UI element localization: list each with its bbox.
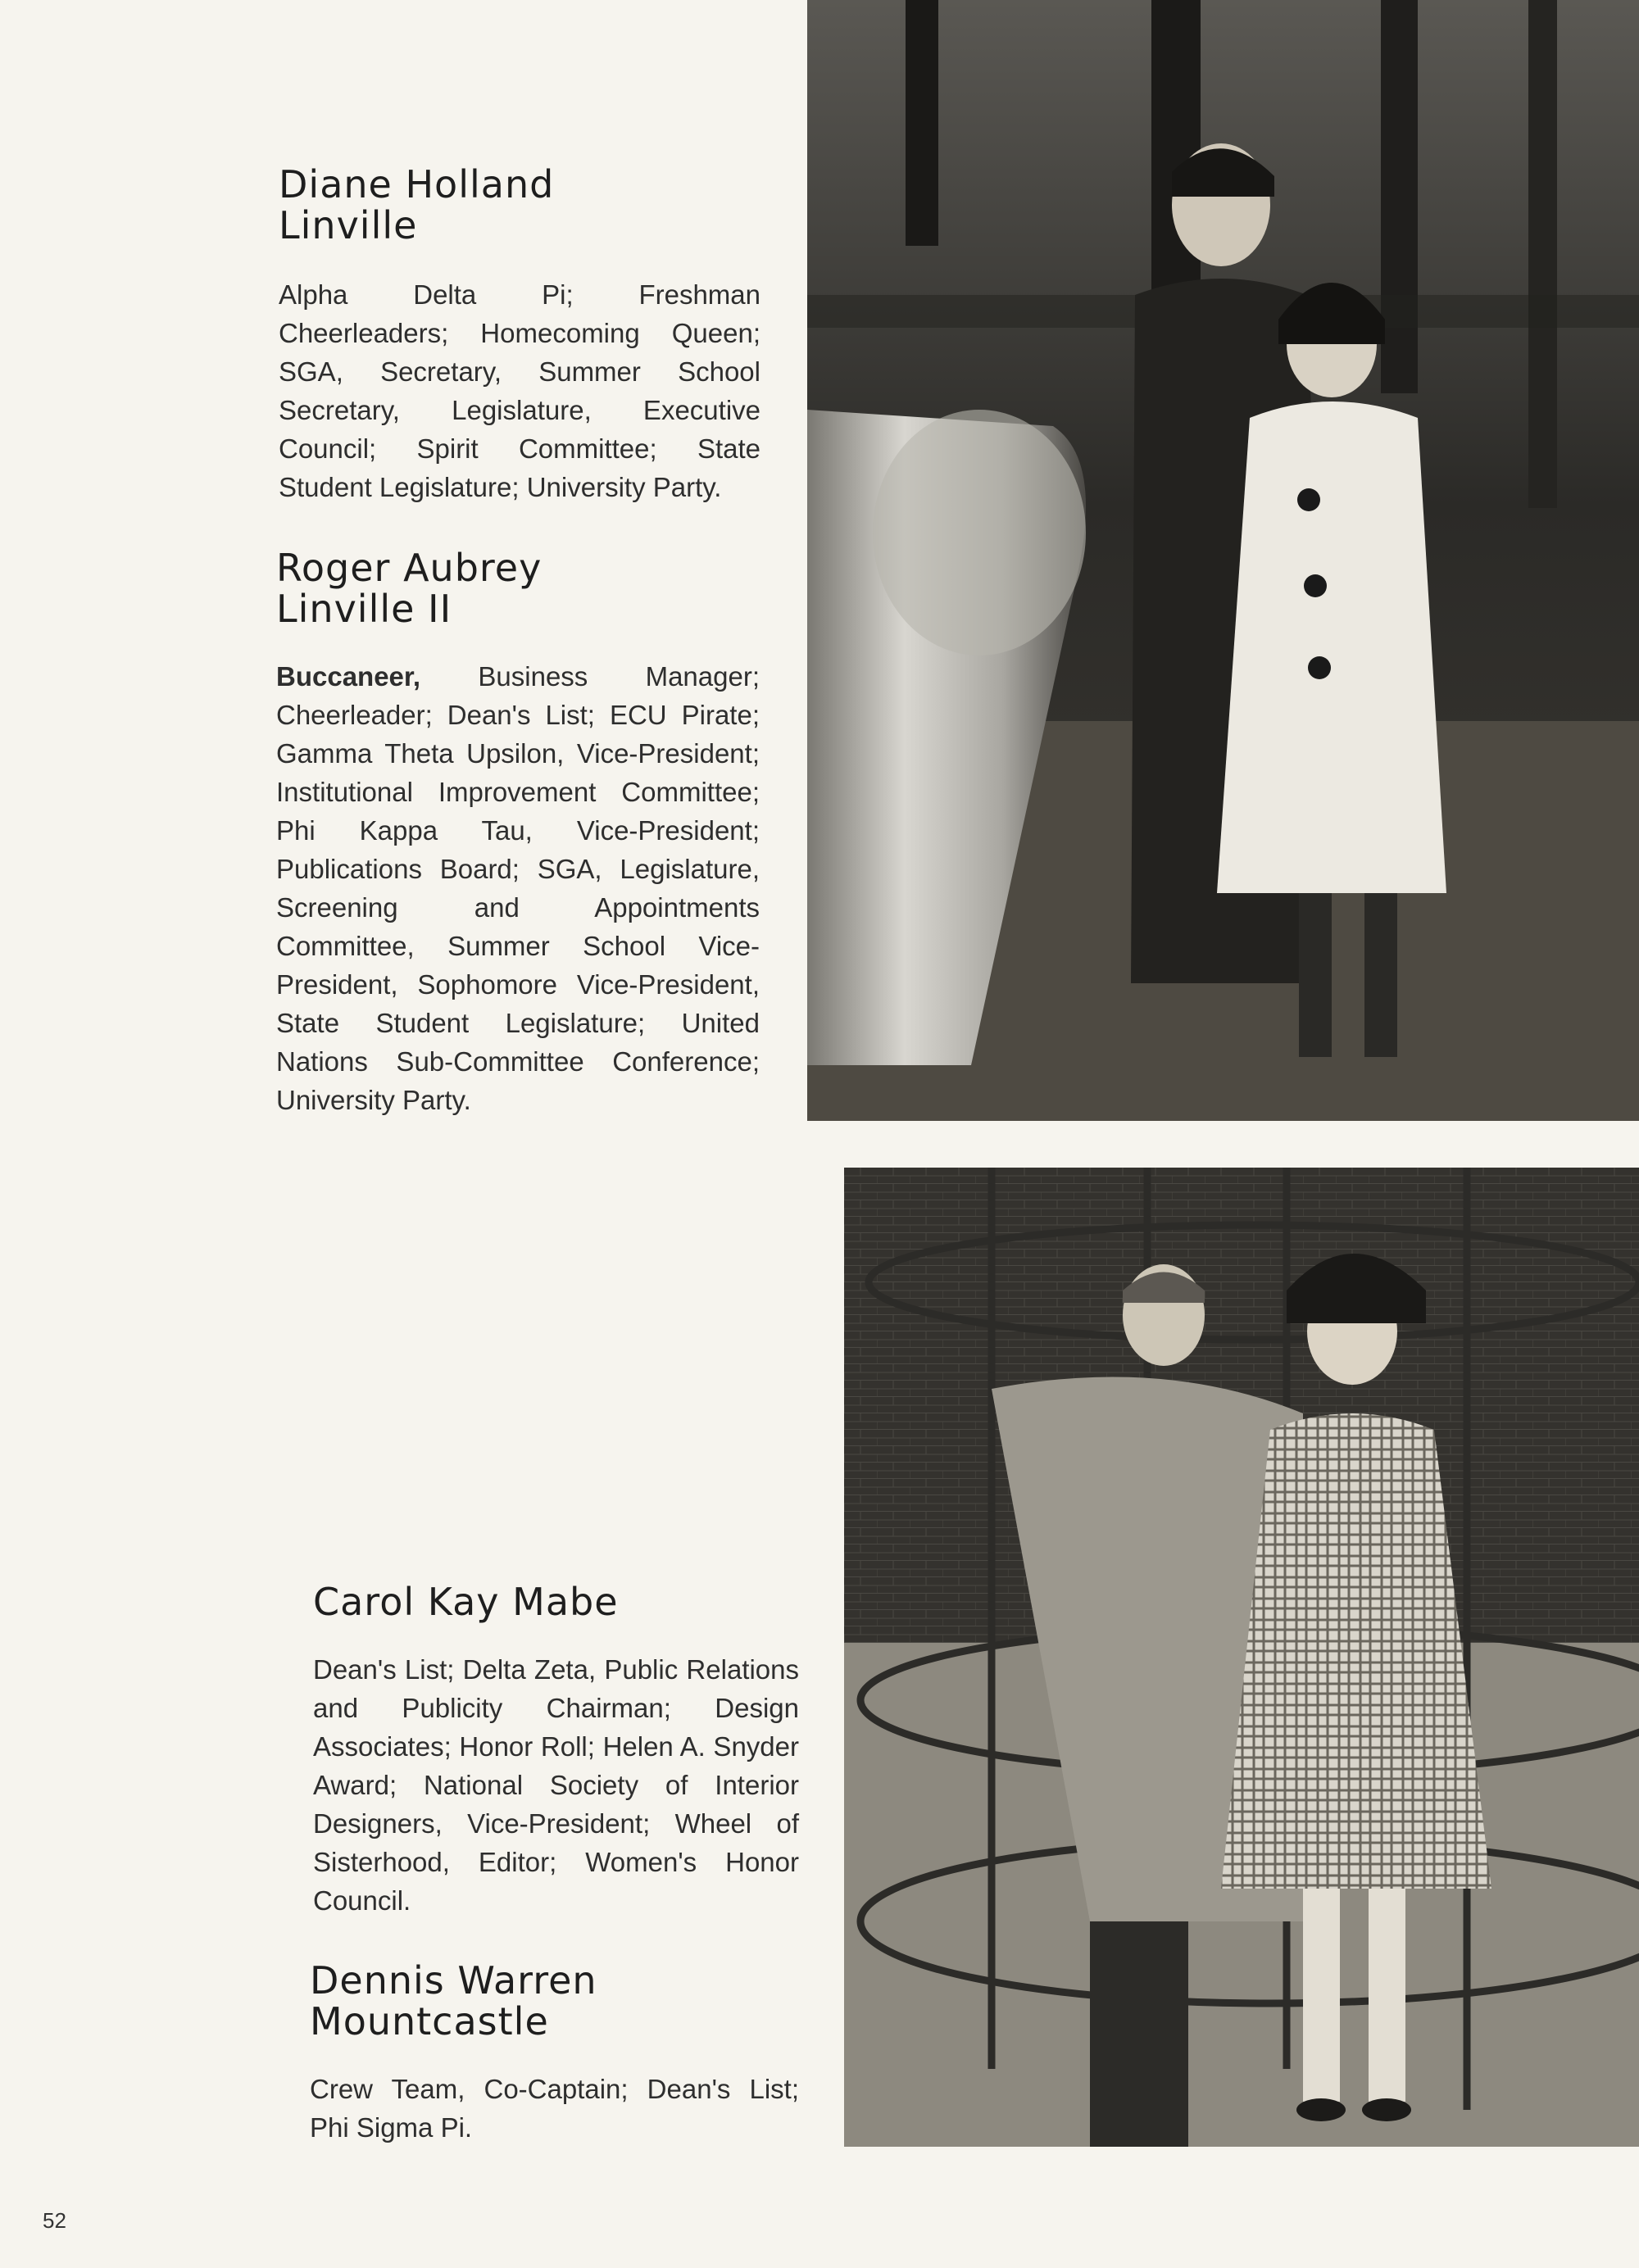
entry-name: Roger Aubrey Linville II	[276, 546, 543, 631]
entry-name: Diane Holland Linville	[279, 162, 555, 247]
entry-bio-bold: Buccaneer,	[276, 661, 421, 692]
entry-carol-mabe	[313, 1581, 799, 1920]
photo-linville-couple	[807, 0, 1639, 1121]
entry-bio: Alpha Delta Pi; Freshman Cheerleaders; Homecoming Queen; SGA, Secretary, Summer School Secretary, Legislature, Executive Council; Spirit Committee; State Student Legislature; University Party.	[279, 279, 760, 502]
entry-bio: Crew Team, Co-Captain; Dean's List; Phi Sigma Pi.	[310, 2074, 799, 2143]
entry-dennis-mountcastle	[310, 1960, 799, 2147]
entry-bio: Dean's List; Delta Zeta, Public Relations and Publicity Chairman; Design Associates; Honor Roll; Helen A. Snyder Award; National Society of Interior Designers, Vice-President; Wheel of Sisterhood, Editor; Women's Honor Council.	[313, 1654, 799, 1916]
entry-name: Carol Kay Mabe	[313, 1580, 619, 1624]
entry-roger-linville	[276, 547, 760, 1119]
photo-mabe-mountcastle-couple	[844, 1168, 1639, 2147]
entry-diane-linville	[279, 164, 760, 506]
entry-name: Dennis Warren Mountcastle	[310, 1958, 597, 2043]
page-number: 52	[43, 2208, 66, 2233]
entry-bio: Buccaneer, Business Manager; Cheerleader; Dean's List; ECU Pirate; Gamma Theta Upsilon, Vice-President; Institutional Improvement Committee; Phi Kappa Tau, Vice-President; Publications Board; SGA, Legislature, Screening and Appointments Committee, Summer School Vice-President, Sophomore Vice-President, State Student Legislature; United Nations Sub-Committee Conference; University Party.	[276, 661, 760, 1115]
